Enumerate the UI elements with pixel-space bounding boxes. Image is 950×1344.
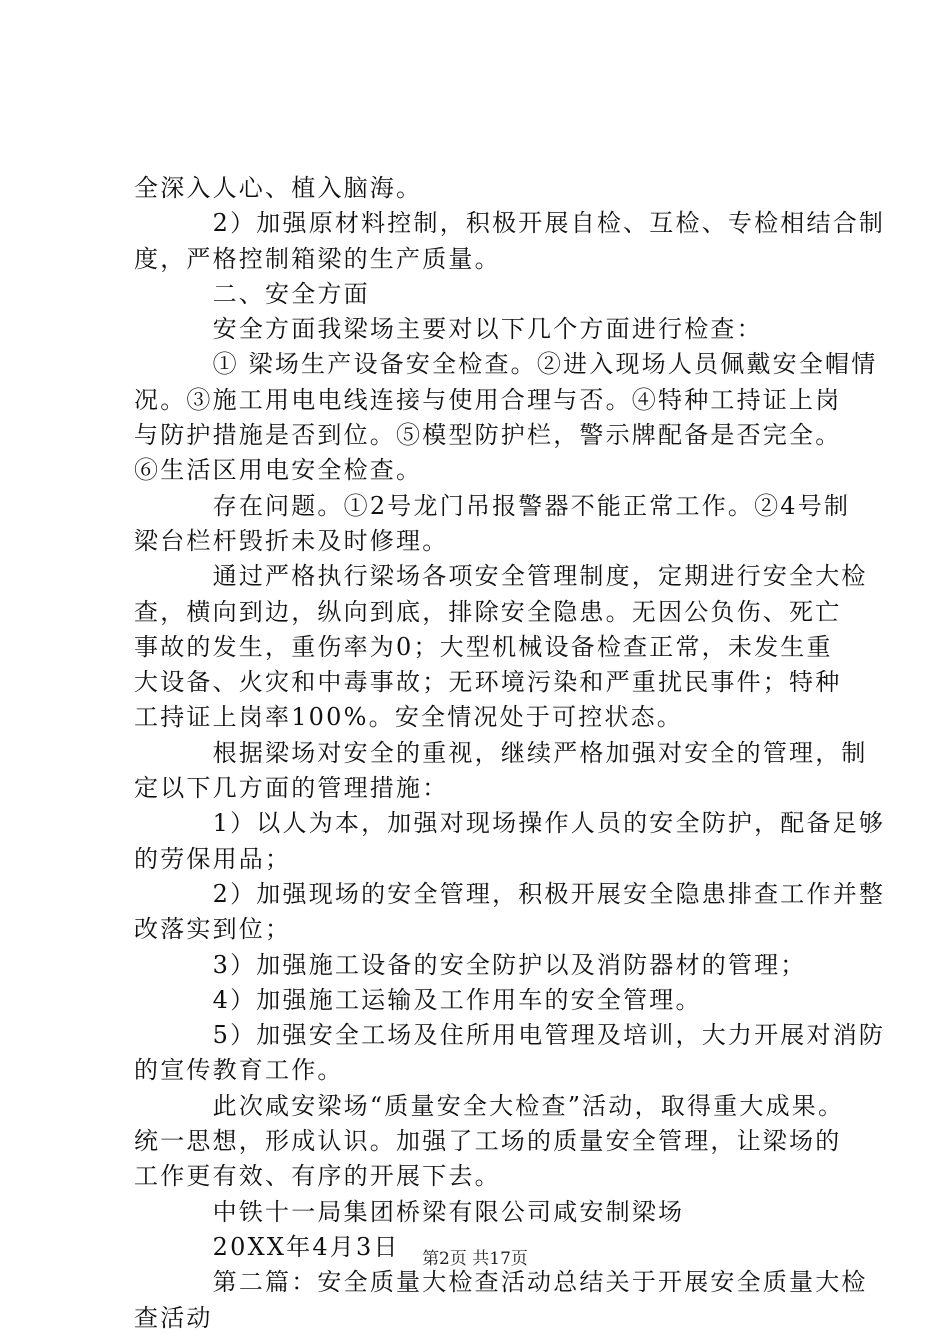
section-heading: 第二篇：安全质量大检查活动总结关于开展安全质量大检: [134, 1268, 868, 1297]
signature-date: 20XX年4月3日: [134, 1232, 400, 1261]
document-body: [134, 171, 886, 1336]
text-line: 2）加强现场的安全管理，积极开展安全隐患排查工作并整: [134, 879, 886, 908]
page-number: 第2页 共17页: [422, 1249, 528, 1269]
text-line: 5）加强安全工场及住所用电管理及培训，大力开展对消防: [134, 1021, 886, 1050]
text-line: 定以下几方面的管理措施：: [134, 774, 449, 803]
section-heading: 二、安全方面: [134, 279, 370, 308]
text-line: ⑥生活区用电安全检查。: [134, 456, 423, 485]
text-line: 统一思想，形成认识。加强了工场的质量安全管理，让梁场的: [134, 1127, 842, 1156]
text-line: 与防护措施是否到位。⑤模型防护栏，警示牌配备是否完全。: [134, 421, 842, 450]
text-line: 2）加强原材料控制，积极开展自检、互检、专检相结合制: [134, 209, 886, 238]
text-line: 梁台栏杆毁折未及时修理。: [134, 526, 449, 555]
text-line: 此次咸安梁场“质量安全大检查”活动，取得重大成果。: [134, 1091, 845, 1120]
text-line: 3）加强施工设备的安全防护以及消防器材的管理；: [134, 950, 807, 979]
text-line: 全深入人心、植入脑海。: [134, 174, 423, 202]
text-line: 况。③施工用电电线连接与使用合理与否。④特种工持证上岗: [134, 385, 842, 414]
text-line: 的劳保用品；: [134, 844, 292, 873]
text-line: 查，横向到边，纵向到底，排除安全隐患。无因公负伤、死亡: [134, 597, 842, 626]
text-line: 存在问题。①2号龙门吊报警器不能正常工作。②4号制: [134, 491, 851, 520]
text-line: 4）加强施工运输及工作用车的安全管理。: [134, 985, 702, 1014]
text-line: 查活动: [134, 1303, 213, 1332]
text-line: 大设备、火灾和中毒事故；无环境污染和严重扰民事件；特种: [134, 668, 842, 697]
text-line: ① 梁场生产设备安全检查。②进入现场人员佩戴安全帽情: [134, 350, 878, 379]
text-line: 安全方面我梁场主要对以下几个方面进行检查：: [134, 315, 763, 344]
text-line: 1）以人为本，加强对现场操作人员的安全防护，配备足够: [134, 809, 886, 838]
text-line: 根据梁场对安全的重视，继续严格加强对安全的管理，制: [134, 738, 868, 767]
page-footer: [0, 1244, 950, 1269]
text-line: 的宣传教育工作。: [134, 1056, 344, 1085]
text-line: 通过严格执行梁场各项安全管理制度，定期进行安全大检: [134, 562, 868, 591]
text-line: 事故的发生，重伤率为0；大型机械设备检查正常，未发生重: [134, 632, 833, 661]
signature-organization: 中铁十一局集团桥梁有限公司咸安制梁场: [134, 1197, 685, 1226]
text-line: 工持证上岗率100%。安全情况处于可控状态。: [134, 703, 684, 732]
text-line: 工作更有效、有序的开展下去。: [134, 1162, 501, 1191]
text-line: 改落实到位；: [134, 915, 292, 944]
text-line: 度，严格控制箱梁的生产质量。: [134, 244, 501, 273]
